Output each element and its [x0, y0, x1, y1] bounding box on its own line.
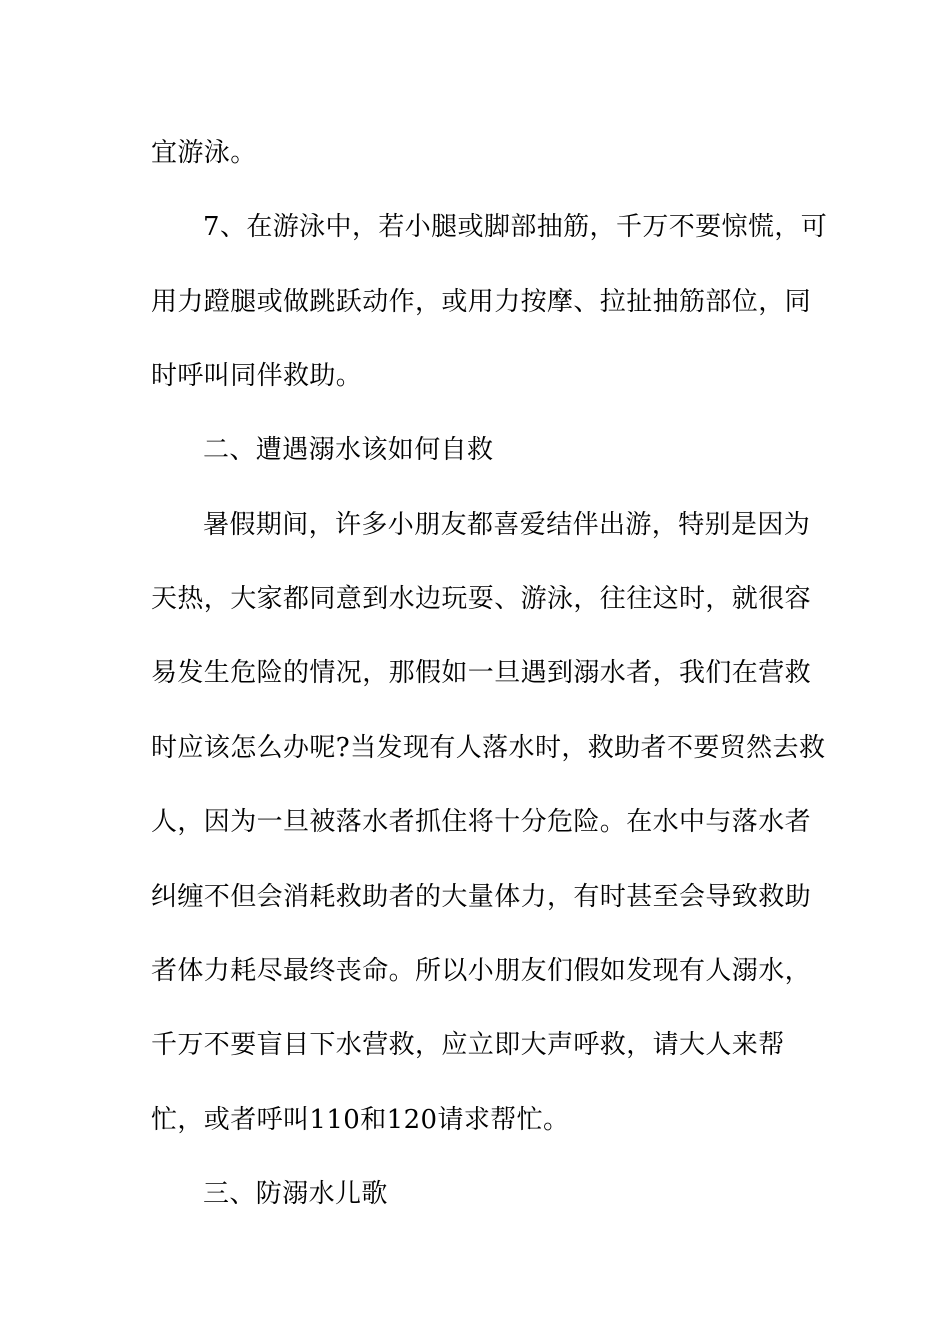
- paragraph-line: 天热，大家都同意到水边玩耍、游泳，往往这时，就很容: [151, 584, 812, 614]
- paragraph-line: 时呼叫同伴救助。: [151, 361, 363, 391]
- paragraph-line: 忙，或者呼叫110和120请求帮忙。: [151, 1105, 570, 1135]
- paragraph-line: 7、在游泳中，若小腿或脚部抽筋，千万不要惊慌，可: [203, 212, 828, 242]
- paragraph-line: 千万不要盲目下水营救，应立即大声呼救，请大人来帮: [151, 1030, 785, 1060]
- paragraph-line: 人，因为一旦被落水者抓住将十分危险。在水中与落水者: [151, 807, 812, 837]
- paragraph-line: 暑假期间，许多小朋友都喜爱结伴出游，特别是因为: [203, 510, 811, 540]
- paragraph-line: 纠缠不但会消耗救助者的大量体力，有时甚至会导致救助: [151, 882, 812, 912]
- paragraph-line: 用力蹬腿或做跳跃动作，或用力按摩、拉扯抽筋部位，同: [151, 287, 812, 317]
- section-heading: 二、遭遇溺水该如何自救: [203, 435, 494, 465]
- section-heading: 三、防溺水儿歌: [203, 1179, 388, 1209]
- paragraph-line: 宜游泳。: [151, 138, 257, 168]
- paragraph-line: 易发生危险的情况，那假如一旦遇到溺水者，我们在营救: [151, 658, 812, 688]
- paragraph-line: 者体力耗尽最终丧命。所以小朋友们假如发现有人溺水，: [151, 956, 812, 986]
- paragraph-line: 时应该怎么办呢?当发现有人落水时，救助者不要贸然去救: [151, 733, 826, 763]
